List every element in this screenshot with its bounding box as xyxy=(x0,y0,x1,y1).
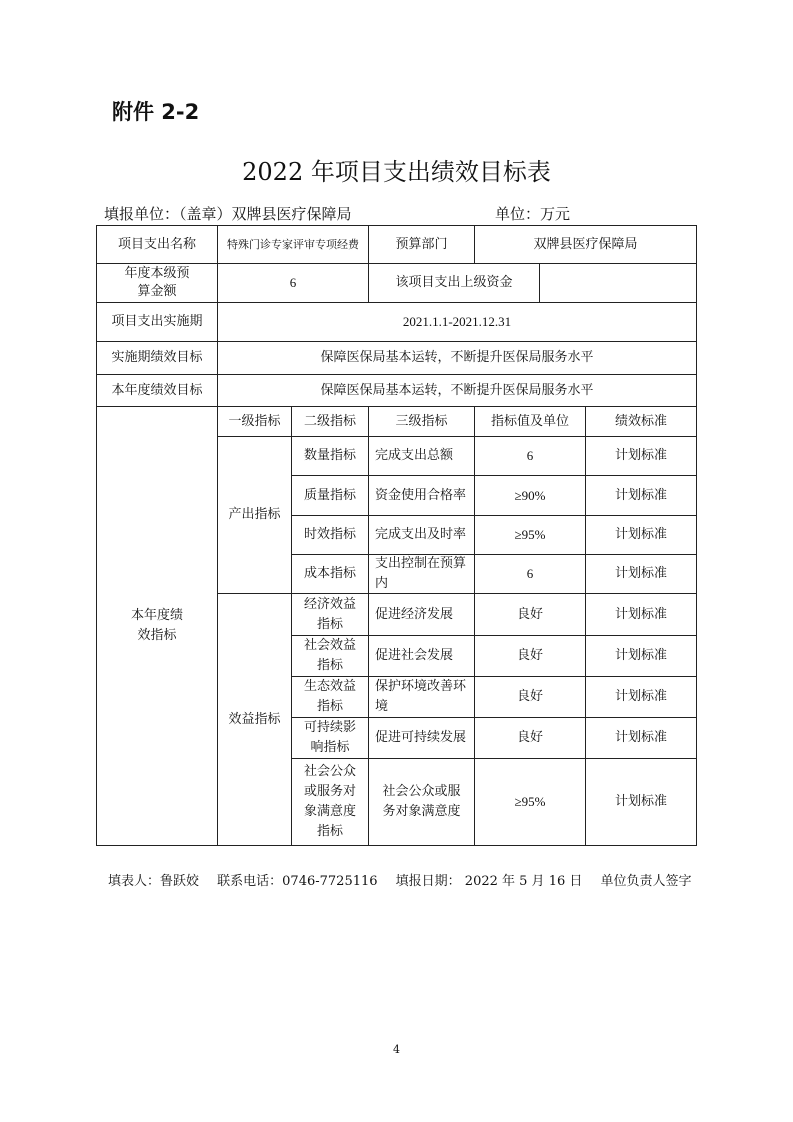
indicator-level2: 时效指标 xyxy=(291,515,369,555)
header-level3: 三级指标 xyxy=(368,406,475,437)
year-goal-value: 保障医保局基本运转，不断提升医保局服务水平 xyxy=(217,374,697,407)
project-name-value: 特殊门诊专家评审专项经费 xyxy=(217,225,369,264)
indicator-standard: 计划标准 xyxy=(585,475,697,516)
reporting-unit: 填报单位：（盖章）双牌县医疗保障局 xyxy=(104,205,352,223)
indicator-value: ≥95% xyxy=(474,515,586,555)
indicator-level3: 促进可持续发展 xyxy=(368,717,475,759)
performance-table xyxy=(96,225,697,846)
header-level2: 二级指标 xyxy=(291,406,369,437)
indicator-value: 6 xyxy=(474,436,586,476)
indicator-level2: 社会效益指标 xyxy=(291,635,369,677)
indicator-level3: 支出控制在预算内 xyxy=(368,554,475,594)
implementation-period-label: 项目支出实施期 xyxy=(96,302,218,342)
indicator-level3: 完成支出及时率 xyxy=(368,515,475,555)
indicator-value: 6 xyxy=(474,554,586,594)
annual-budget-value: 6 xyxy=(217,263,369,303)
indicator-level3: 资金使用合格率 xyxy=(368,475,475,516)
year-goal-label: 本年度绩效目标 xyxy=(96,374,218,407)
annual-budget-label: 年度本级预算金额 xyxy=(96,263,218,303)
currency-unit: 单位：万元 xyxy=(495,205,571,223)
contact-phone: 联系电话：0746-7725116 xyxy=(217,874,378,889)
header-value: 指标值及单位 xyxy=(474,406,586,437)
benefit-indicators-label: 效益指标 xyxy=(217,593,292,846)
indicator-standard: 计划标准 xyxy=(585,758,697,846)
filler-name: 填表人：鲁跃姣 xyxy=(108,874,200,889)
indicator-level2: 成本指标 xyxy=(291,554,369,594)
indicator-level2: 数量指标 xyxy=(291,436,369,476)
indicator-level2: 可持续影响指标 xyxy=(291,717,369,759)
indicators-group-label: 本年度绩效指标 xyxy=(96,406,218,846)
implementation-period-value: 2021.1.1-2021.12.31 xyxy=(217,302,697,342)
indicator-standard: 计划标准 xyxy=(585,635,697,677)
indicator-level2: 经济效益指标 xyxy=(291,593,369,636)
indicator-value: ≥95% xyxy=(474,758,586,846)
signature-label: 单位负责人签字 xyxy=(600,874,692,889)
superior-funds-label: 该项目支出上级资金 xyxy=(368,263,540,303)
output-indicators-label: 产出指标 xyxy=(217,436,292,594)
indicator-standard: 计划标准 xyxy=(585,436,697,476)
indicator-value: 良好 xyxy=(474,717,586,759)
period-goal-label: 实施期绩效目标 xyxy=(96,341,218,375)
indicator-value: ≥90% xyxy=(474,475,586,516)
page-title: 2022 年项目支出绩效目标表 xyxy=(242,158,551,186)
indicator-value: 良好 xyxy=(474,676,586,718)
indicator-level2: 社会公众或服务对象满意度指标 xyxy=(291,758,369,846)
indicator-level3: 完成支出总额 xyxy=(368,436,475,476)
indicator-level3: 促进经济发展 xyxy=(368,593,475,636)
annex-label: 附件 2-2 xyxy=(112,100,200,124)
indicator-level2: 质量指标 xyxy=(291,475,369,516)
indicator-level3: 促进社会发展 xyxy=(368,635,475,677)
indicator-standard: 计划标准 xyxy=(585,515,697,555)
indicator-level3: 社会公众或服务对象满意度 xyxy=(368,758,475,846)
budget-dept-label: 预算部门 xyxy=(368,225,475,264)
header-level1: 一级指标 xyxy=(217,406,292,437)
superior-funds-value xyxy=(539,263,697,303)
header-standard: 绩效标准 xyxy=(585,406,697,437)
period-goal-value: 保障医保局基本运转，不断提升医保局服务水平 xyxy=(217,341,697,375)
indicator-value: 良好 xyxy=(474,635,586,677)
indicator-standard: 计划标准 xyxy=(585,676,697,718)
indicator-level3: 保护环境改善环境 xyxy=(368,676,475,718)
indicator-standard: 计划标准 xyxy=(585,717,697,759)
page-number: 4 xyxy=(393,1043,400,1056)
indicator-level2: 生态效益指标 xyxy=(291,676,369,718)
project-name-label: 项目支出名称 xyxy=(96,225,218,264)
form-footer xyxy=(108,870,706,889)
indicator-value: 良好 xyxy=(474,593,586,636)
indicator-standard: 计划标准 xyxy=(585,593,697,636)
budget-dept-value: 双牌县医疗保障局 xyxy=(474,225,697,264)
indicator-standard: 计划标准 xyxy=(585,554,697,594)
fill-date: 填报日期： 2022 年 5 月 16 日 xyxy=(395,874,583,889)
